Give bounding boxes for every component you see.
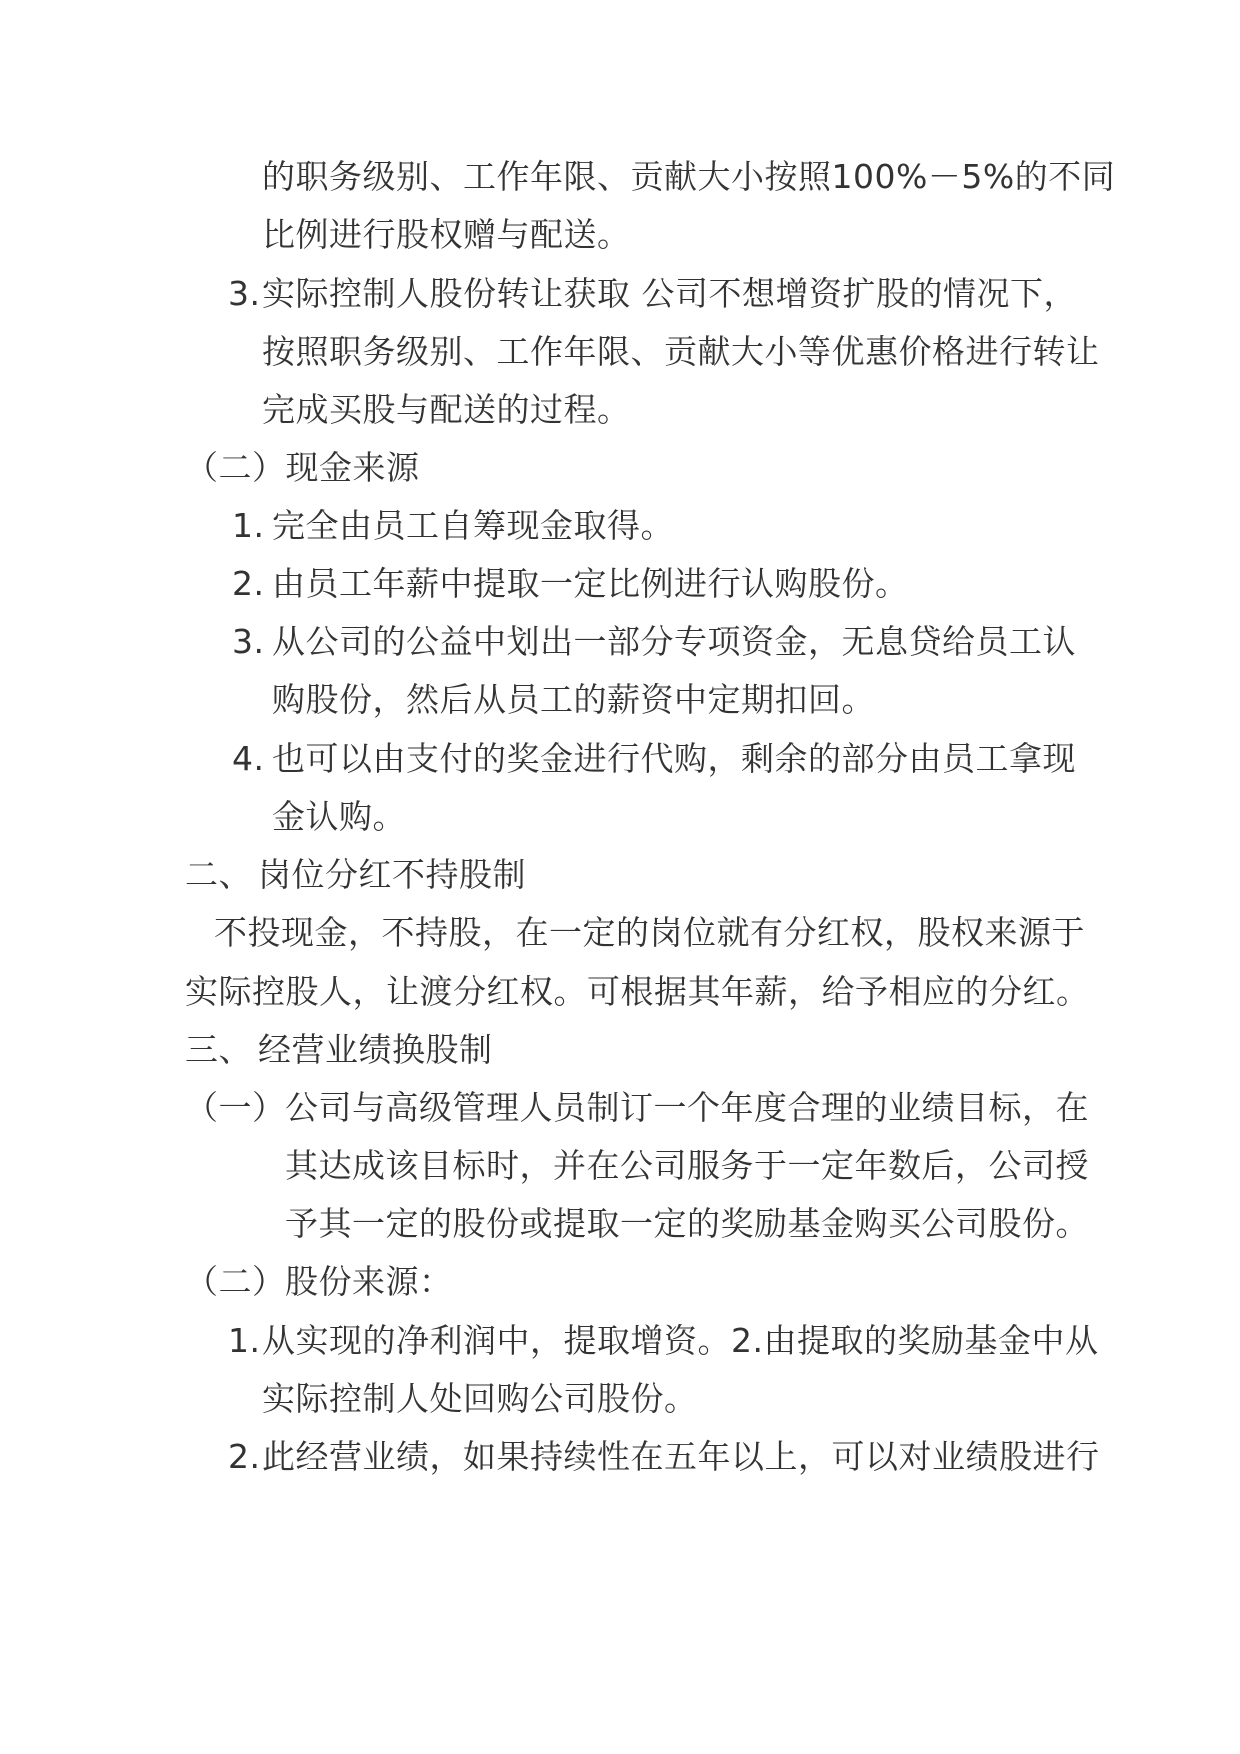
item-number: 1.	[232, 506, 265, 545]
item-number: 2.	[228, 1437, 261, 1476]
item-text: 金认购。	[272, 797, 406, 836]
item-number: 4.	[232, 739, 265, 778]
item-text: 购股份，然后从员工的薪资中定期扣回。	[272, 680, 875, 719]
item-text: 完成买股与配送的过程。	[262, 390, 631, 429]
item-text: 完全由员工自筹现金取得。	[272, 506, 674, 545]
section-number: 二、	[185, 855, 252, 894]
paragraph-text: 不投现金，不持股，在一定的岗位就有分红权，股权来源于	[214, 913, 1085, 952]
item-text: 从实现的净利润中，提取增资。2.由提取的奖励基金中从	[262, 1321, 1099, 1360]
item-number: 1.	[228, 1321, 261, 1360]
subsection-text: 予其一定的股份或提取一定的奖励基金购买公司股份。	[285, 1204, 1089, 1243]
paragraph-text: 实际控股人，让渡分红权。可根据其年薪，给予相应的分红。	[185, 972, 1090, 1011]
section-number: 三、	[185, 1030, 252, 1069]
item-text: 此经营业绩，如果持续性在五年以上，可以对业绩股进行	[262, 1437, 1100, 1476]
item-text: 由员工年薪中提取一定比例进行认购股份。	[272, 564, 909, 603]
item-text: 从公司的公益中划出一部分专项资金，无息贷给员工认	[272, 622, 1076, 661]
subsection-number: （二）	[185, 1262, 286, 1301]
item-text: 按照职务级别、工作年限、贡献大小等优惠价格进行转让	[262, 332, 1100, 371]
subsection-number: （一）	[185, 1088, 286, 1127]
subsection-heading: （二）现金来源	[185, 448, 420, 487]
subsection-text: 公司与高级管理人员制订一个年度合理的业绩目标，在	[285, 1088, 1089, 1127]
subsection-text: 其达成该目标时，并在公司服务于一定年数后，公司授	[285, 1146, 1089, 1185]
continuation-line-2: 比例进行股权赠与配送。	[262, 215, 631, 254]
section-title: 岗位分红不持股制	[258, 855, 526, 894]
item-text: 也可以由支付的奖金进行代购，剩余的部分由员工拿现	[272, 739, 1076, 778]
subsection-title: 股份来源：	[285, 1262, 453, 1301]
section-title: 经营业绩换股制	[258, 1030, 493, 1069]
item-number: 2.	[232, 564, 265, 603]
item-number: 3.	[232, 622, 265, 661]
item-text: 实际控制人处回购公司股份。	[262, 1379, 698, 1418]
item-text: 实际控制人股份转让获取 公司不想增资扩股的情况下，	[262, 274, 1077, 313]
item-number: 3.	[228, 274, 261, 313]
continuation-line-1: 的职务级别、工作年限、贡献大小按照100%－5%的不同	[262, 157, 1116, 196]
